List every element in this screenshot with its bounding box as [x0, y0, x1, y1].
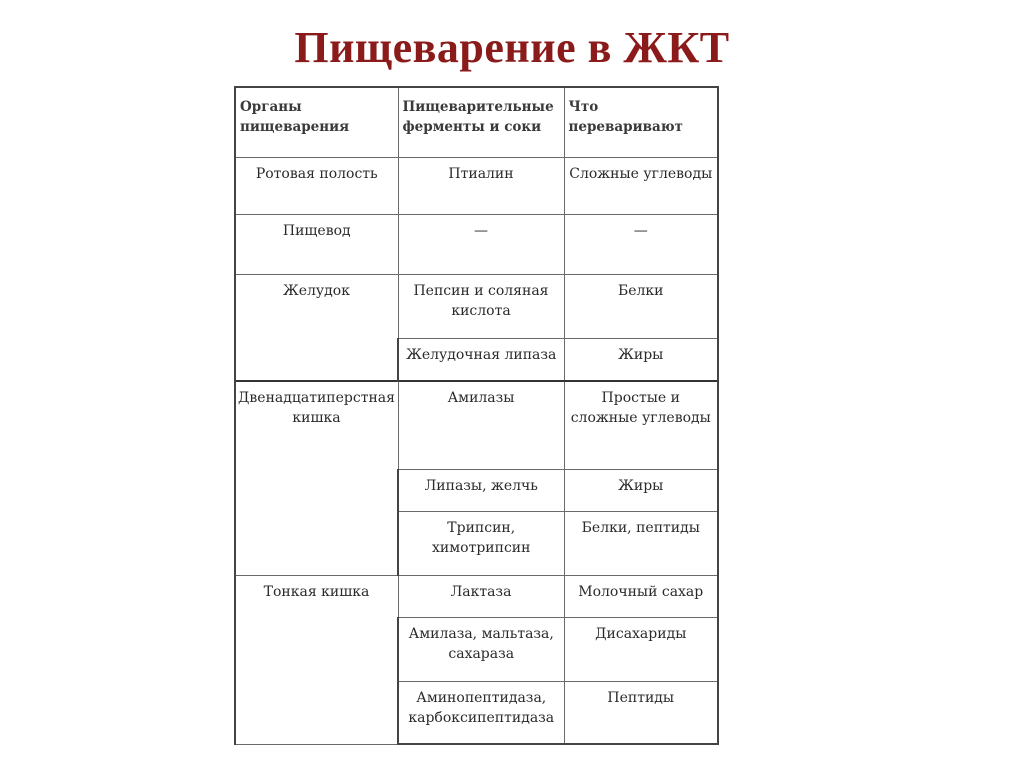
digests-cell: Жиры [564, 338, 718, 381]
table-row [235, 381, 718, 469]
digestion-table [234, 86, 719, 745]
table-header-row [235, 87, 718, 157]
enzyme-cell: Пепсин и соляная кислота [398, 274, 564, 338]
page-title: Пищеварение в ЖКТ [294, 23, 730, 72]
digests-cell: — [564, 214, 718, 274]
organ-cell: Желудок [235, 274, 398, 381]
organ-cell: Двенадцатиперстная кишка [235, 381, 398, 575]
enzyme-cell: — [398, 214, 564, 274]
enzyme-cell: Желудочная липаза [398, 338, 564, 381]
enzyme-cell: Аминопептидаза, карбоксипептидаза [398, 681, 564, 744]
organ-cell: Тонкая кишка [235, 575, 398, 744]
header-digests: Что переваривают [564, 87, 718, 157]
table-row [235, 575, 718, 617]
digests-cell: Сложные углеводы [564, 157, 718, 214]
header-organ: Органы пищеварения [235, 87, 398, 157]
organ-cell: Пищевод [235, 214, 398, 274]
header-enzyme: Пищеварительные ферменты и соки [398, 87, 564, 157]
digests-cell: Дисахариды [564, 617, 718, 681]
digests-cell: Простые и сложные углеводы [564, 381, 718, 469]
organ-cell: Ротовая полость [235, 157, 398, 214]
digests-cell: Пептиды [564, 681, 718, 744]
table-row [235, 214, 718, 274]
digests-cell: Жиры [564, 469, 718, 511]
enzyme-cell: Лактаза [398, 575, 564, 617]
enzyme-cell: Липазы, желчь [398, 469, 564, 511]
table-row [235, 157, 718, 214]
digests-cell: Белки [564, 274, 718, 338]
digests-cell: Белки, пептиды [564, 511, 718, 575]
enzyme-cell: Амилазы [398, 381, 564, 469]
digests-cell: Молочный сахар [564, 575, 718, 617]
enzyme-cell: Амилаза, мальтаза, сахараза [398, 617, 564, 681]
table-row [235, 274, 718, 338]
enzyme-cell: Птиалин [398, 157, 564, 214]
enzyme-cell: Трипсин, химотрипсин [398, 511, 564, 575]
